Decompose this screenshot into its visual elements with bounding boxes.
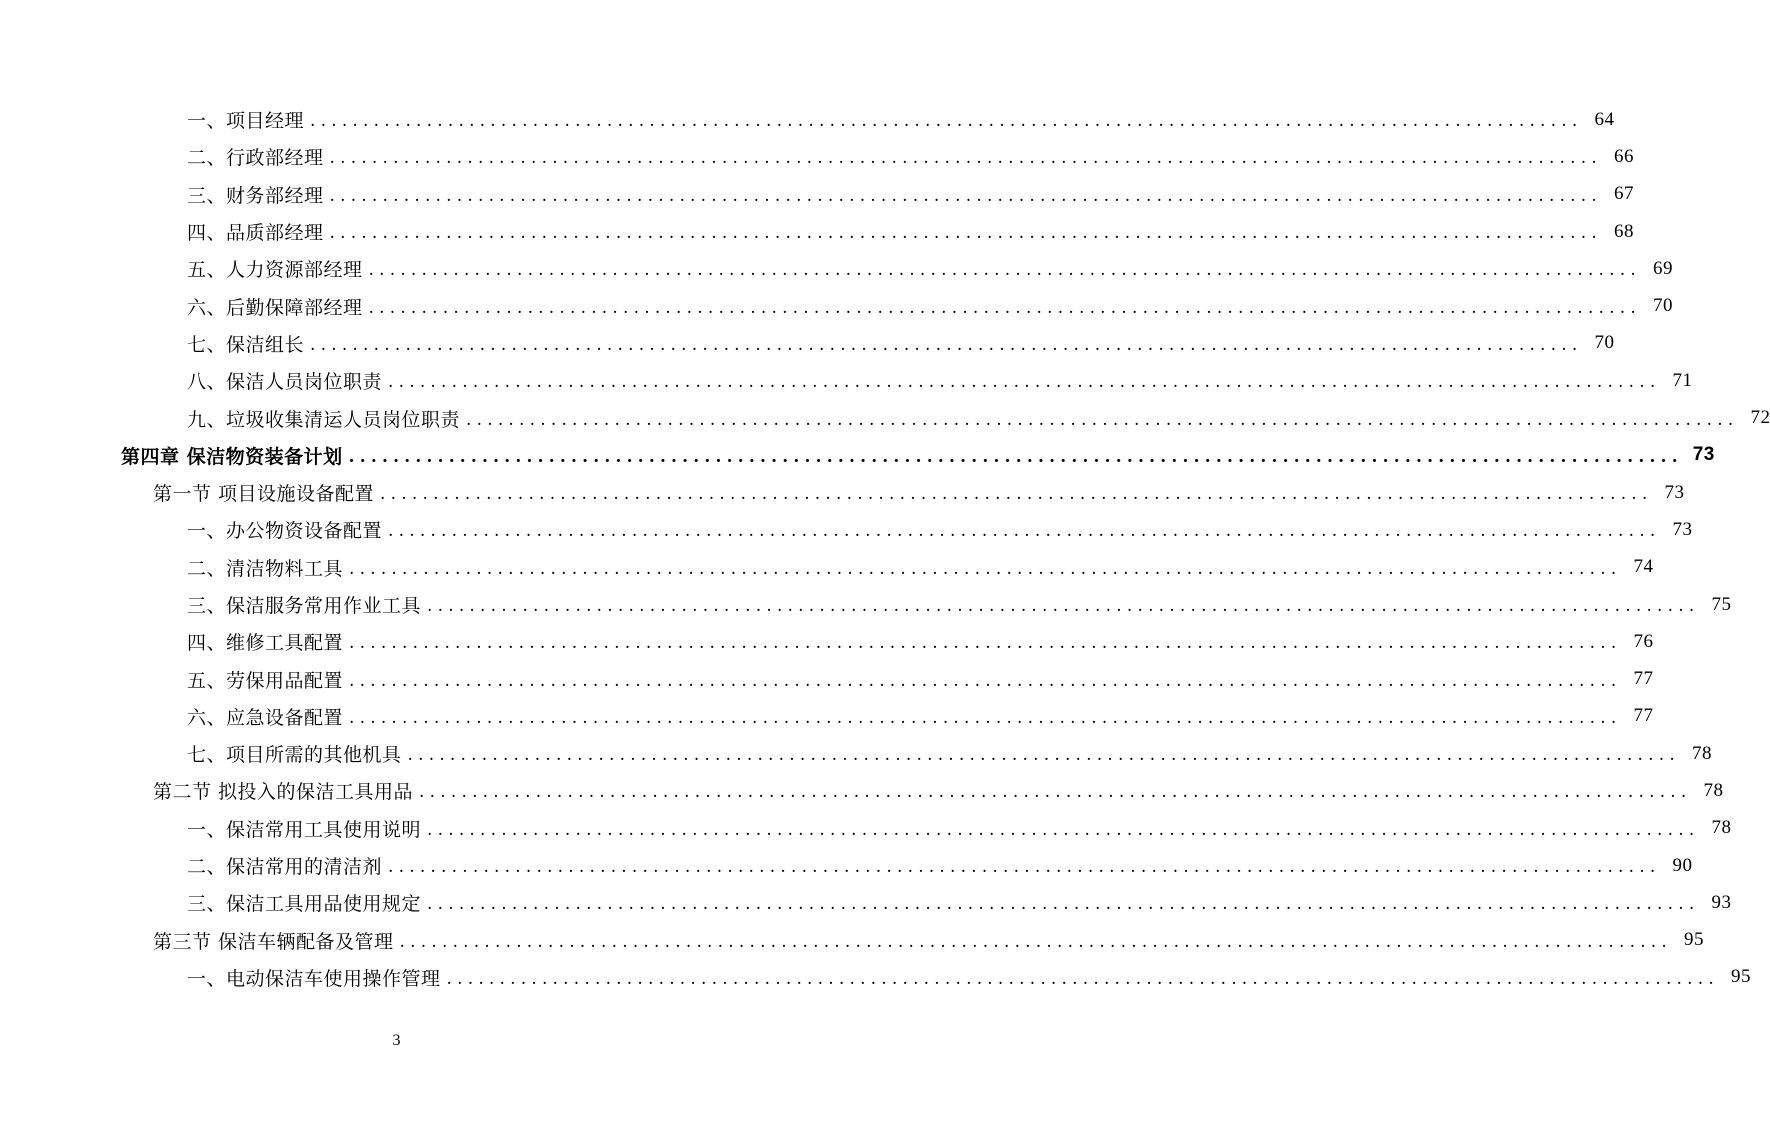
toc-dot-leader: ........................................................................................................................ bbox=[349, 670, 1622, 691]
toc-entry[interactable] bbox=[0, 884, 1732, 921]
toc-entry-label: 七、项目所需的其他机具 bbox=[187, 744, 402, 767]
toc-dot-leader: ........................................................................................................................ bbox=[399, 931, 1673, 952]
toc-entry[interactable] bbox=[0, 586, 1732, 623]
toc-entry-label: 七、保洁组长 bbox=[187, 333, 305, 356]
toc-entry[interactable] bbox=[0, 549, 1654, 586]
toc-entry-label: 三、保洁工具用品使用规定 bbox=[187, 893, 422, 916]
toc-entry[interactable] bbox=[0, 325, 1615, 362]
toc-dot-leader: ........................................................................................................................ bbox=[388, 372, 1661, 393]
toc-dot-leader: ........................................................................................................................ bbox=[419, 782, 1692, 803]
toc-entry-label: 一、项目经理 bbox=[187, 110, 305, 133]
toc-entry-page: 95 bbox=[1730, 966, 1751, 988]
toc-entry[interactable] bbox=[0, 250, 1673, 287]
toc-entry-page: 66 bbox=[1613, 145, 1634, 167]
toc-dot-leader: ........................................................................................................................ bbox=[380, 484, 1653, 505]
toc-entry-label: 第三节 保洁车辆配备及管理 bbox=[153, 930, 394, 953]
toc-entry[interactable] bbox=[0, 810, 1732, 847]
toc-dot-leader: ........................................................................................................................ bbox=[368, 297, 1641, 318]
toc-entry-label: 二、行政部经理 bbox=[187, 147, 324, 170]
toc-entry-page: 75 bbox=[1711, 593, 1732, 615]
toc-dot-leader: ........................................................................................................................ bbox=[349, 558, 1622, 579]
toc-entry-page: 73 bbox=[1664, 481, 1685, 503]
toc-dot-leader: ........................................................................................................................ bbox=[349, 633, 1622, 654]
toc-entry[interactable] bbox=[0, 101, 1615, 138]
toc-dot-leader: ........................................................................................................................ bbox=[310, 334, 1583, 355]
toc-entry-label: 一、保洁常用工具使用说明 bbox=[187, 818, 422, 841]
toc-chapter-entry[interactable] bbox=[0, 437, 1715, 474]
toc-entry-page: 67 bbox=[1613, 183, 1634, 205]
toc-dot-leader: ........................................................................................................................ bbox=[427, 819, 1700, 840]
toc-entry[interactable] bbox=[0, 362, 1693, 399]
toc-entry-page: 74 bbox=[1633, 556, 1654, 578]
toc-dot-leader: ........................................................................................................................ bbox=[427, 894, 1700, 915]
toc-entry[interactable] bbox=[0, 847, 1693, 884]
toc-entry[interactable] bbox=[0, 698, 1654, 735]
toc-entry-label: 一、电动保洁车使用操作管理 bbox=[187, 967, 441, 990]
toc-entry-page: 77 bbox=[1633, 705, 1654, 727]
toc-entry-page: 77 bbox=[1633, 668, 1654, 690]
table-of-contents bbox=[0, 101, 1770, 996]
toc-entry-label: 四、品质部经理 bbox=[187, 222, 324, 245]
toc-dot-leader: ........................................................................................................................ bbox=[310, 111, 1583, 132]
toc-entry-label: 五、人力资源部经理 bbox=[187, 259, 363, 282]
toc-entry-page: 93 bbox=[1711, 891, 1732, 913]
toc-entry[interactable] bbox=[0, 735, 1712, 772]
toc-dot-leader: ........................................................................................................................ bbox=[407, 745, 1680, 766]
toc-entry-page: 78 bbox=[1703, 779, 1724, 801]
toc-dot-leader: ........................................................................................................................ bbox=[388, 521, 1661, 542]
toc-entry-label: 三、保洁服务常用作业工具 bbox=[187, 595, 422, 617]
toc-dot-leader: ........................................................................................................................ bbox=[427, 596, 1700, 616]
toc-dot-leader: ........................................................................................................................ bbox=[368, 260, 1641, 281]
toc-entry-label: 第一节 项目设施设备配置 bbox=[153, 483, 375, 506]
toc-dot-leader: ........................................................................................................................ bbox=[348, 446, 1683, 467]
toc-entry-label: 九、垃圾收集清运人员岗位职责 bbox=[187, 408, 461, 431]
toc-dot-leader: ........................................................................................................................ bbox=[329, 148, 1602, 169]
toc-entry-label: 五、劳保用品配置 bbox=[187, 669, 344, 692]
toc-entry-page: 73 bbox=[1692, 444, 1715, 466]
toc-entry[interactable] bbox=[0, 660, 1654, 697]
toc-entry-label: 一、办公物资设备配置 bbox=[187, 520, 383, 543]
toc-entry-label: 八、保洁人员岗位职责 bbox=[187, 371, 383, 394]
toc-entry-label: 六、后勤保障部经理 bbox=[187, 296, 363, 319]
page-number: 3 bbox=[392, 1032, 401, 1049]
toc-entry-page: 70 bbox=[1594, 332, 1615, 354]
toc-entry-page: 73 bbox=[1672, 518, 1693, 540]
toc-entry[interactable] bbox=[0, 287, 1673, 324]
toc-entry[interactable] bbox=[0, 959, 1751, 996]
toc-dot-leader: ........................................................................................................................ bbox=[446, 968, 1719, 989]
toc-section-entry[interactable] bbox=[0, 922, 1705, 959]
toc-entry[interactable] bbox=[0, 213, 1634, 250]
toc-entry-label: 六、应急设备配置 bbox=[187, 706, 344, 729]
toc-entry-page: 70 bbox=[1652, 295, 1673, 317]
toc-entry-page: 68 bbox=[1613, 220, 1634, 242]
toc-entry-page: 71 bbox=[1672, 369, 1693, 391]
toc-entry-page: 64 bbox=[1594, 108, 1615, 130]
toc-dot-leader: ........................................................................................................................ bbox=[388, 857, 1661, 878]
toc-section-entry[interactable] bbox=[0, 772, 1724, 809]
toc-entry-page: 76 bbox=[1633, 630, 1654, 652]
toc-entry[interactable] bbox=[0, 623, 1654, 660]
toc-entry-page: 72 bbox=[1750, 407, 1770, 429]
toc-dot-leader: ........................................................................................................................ bbox=[329, 185, 1602, 206]
toc-section-entry[interactable] bbox=[0, 474, 1685, 511]
toc-entry[interactable] bbox=[0, 176, 1634, 213]
toc-entry[interactable] bbox=[0, 399, 1770, 436]
toc-entry[interactable] bbox=[0, 511, 1693, 548]
toc-entry[interactable] bbox=[0, 138, 1634, 175]
toc-entry-label: 二、保洁常用的清洁剂 bbox=[187, 856, 383, 879]
toc-entry-label: 第二节 拟投入的保洁工具用品 bbox=[153, 781, 414, 804]
toc-entry-page: 69 bbox=[1652, 257, 1673, 279]
toc-entry-label: 四、维修工具配置 bbox=[187, 632, 344, 655]
toc-entry-page: 78 bbox=[1691, 742, 1712, 764]
toc-entry-page: 78 bbox=[1711, 817, 1732, 839]
toc-dot-leader: ........................................................................................................................ bbox=[349, 707, 1622, 728]
toc-entry-label: 二、清洁物料工具 bbox=[187, 557, 344, 580]
toc-dot-leader: ........................................................................................................................ bbox=[466, 409, 1739, 430]
toc-entry-label: 第四章 保洁物资装备计划 bbox=[121, 445, 343, 468]
toc-dot-leader: ........................................................................................................................ bbox=[329, 223, 1602, 244]
toc-entry-page: 90 bbox=[1672, 854, 1693, 876]
toc-entry-label: 三、财务部经理 bbox=[187, 184, 324, 207]
toc-entry-page: 95 bbox=[1684, 929, 1705, 951]
